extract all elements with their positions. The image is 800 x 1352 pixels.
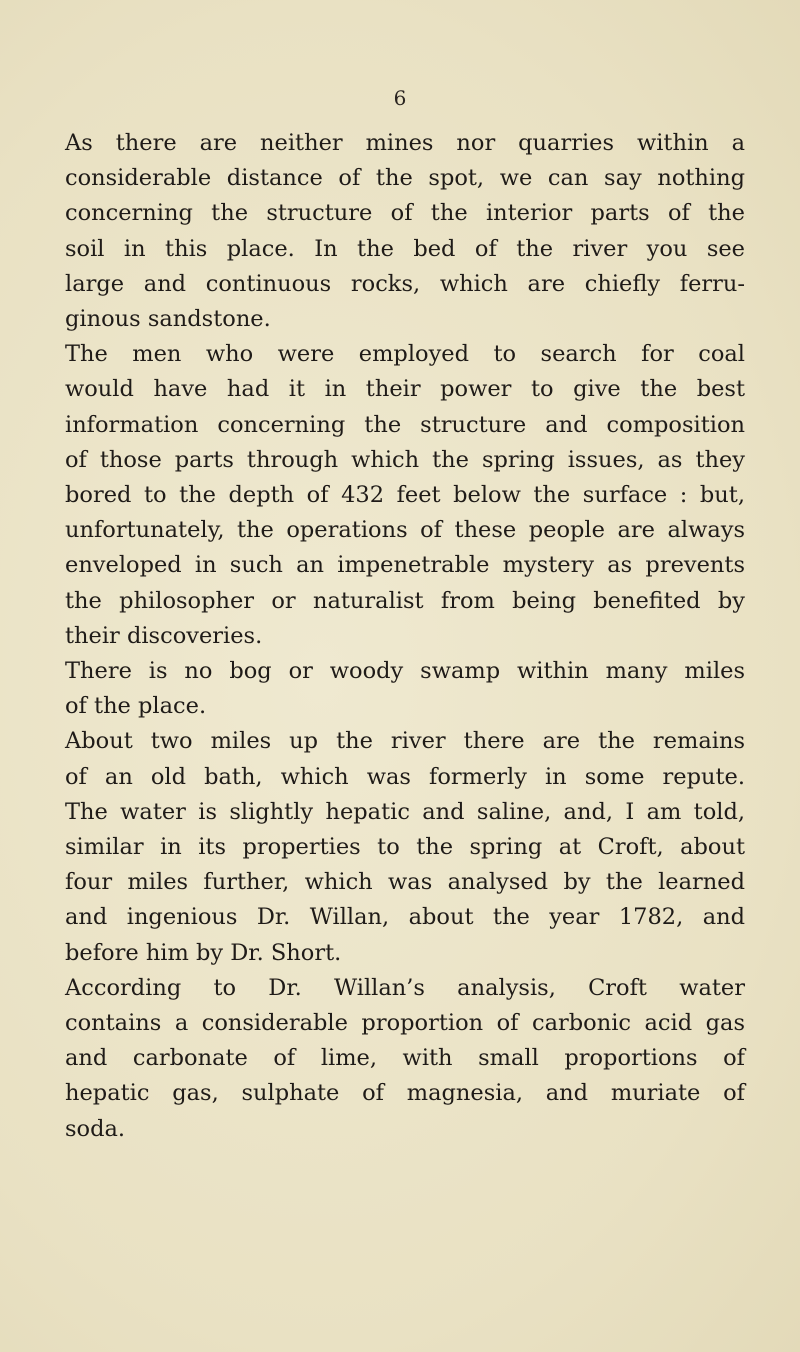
- text-line: unfortunately, the operations of these people are always: [65, 517, 745, 544]
- text-line: soil in this place. In the bed of the river you see: [65, 235, 745, 262]
- text-line: There is no bog or woody swamp within many miles: [65, 658, 745, 685]
- text-line: information concerning the structure and composition: [65, 411, 745, 438]
- paragraph: [65, 654, 745, 724]
- paragraph: [65, 337, 745, 654]
- text-line: four miles further, which was analysed by the learned: [65, 869, 745, 896]
- text-line: the philosopher or naturalist from being benefited by: [65, 587, 745, 614]
- text-line: and ingenious Dr. Willan, about the year 1782, and: [65, 904, 745, 931]
- text-line: As there are neither mines nor quarries within a: [65, 130, 745, 156]
- text-line: of the place.: [65, 693, 207, 720]
- text-line: of those parts through which the spring issues, as they: [65, 446, 745, 473]
- text-line: and carbonate of lime, with small proportions of: [65, 1045, 745, 1072]
- text-line: would have had it in their power to give the best: [65, 376, 745, 403]
- text-line: before him by Dr. Short.: [65, 939, 342, 966]
- text-line: their discoveries.: [65, 622, 263, 649]
- text-line: concerning the structure of the interior parts of the: [65, 200, 745, 227]
- paragraph: [65, 971, 745, 1147]
- paragraph: [65, 126, 745, 337]
- text-line: of an old bath, which was formerly in some repute.: [65, 763, 745, 790]
- text-line: bored to the depth of 432 feet below the surface : but,: [65, 482, 745, 509]
- text-line: considerable distance of the spot, we can say nothing: [65, 165, 745, 192]
- text-line: enveloped in such an impenetrable mystery as prevents: [65, 552, 745, 579]
- text-line: The water is slightly hepatic and saline, and, I am told,: [65, 798, 745, 825]
- text-line: similar in its properties to the spring at Croft, about: [65, 834, 745, 861]
- text-line: The men who were employed to search for coal: [65, 341, 745, 368]
- text-line: According to Dr. Willan’s analysis, Croft water: [65, 974, 745, 1001]
- text-line: contains a considerable proportion of carbonic acid gas: [65, 1010, 745, 1037]
- page-number: 6: [393, 86, 407, 110]
- text-line: ginous sandstone.: [65, 306, 271, 333]
- text-line: hepatic gas, sulphate of magnesia, and muriate of: [65, 1080, 745, 1107]
- text-line: soda.: [65, 1115, 126, 1142]
- body-text: [65, 126, 745, 1147]
- text-line: About two miles up the river there are the remains: [65, 728, 745, 755]
- paragraph: [65, 724, 745, 970]
- text-line: large and continuous rocks, which are chiefly ferru-: [65, 270, 745, 297]
